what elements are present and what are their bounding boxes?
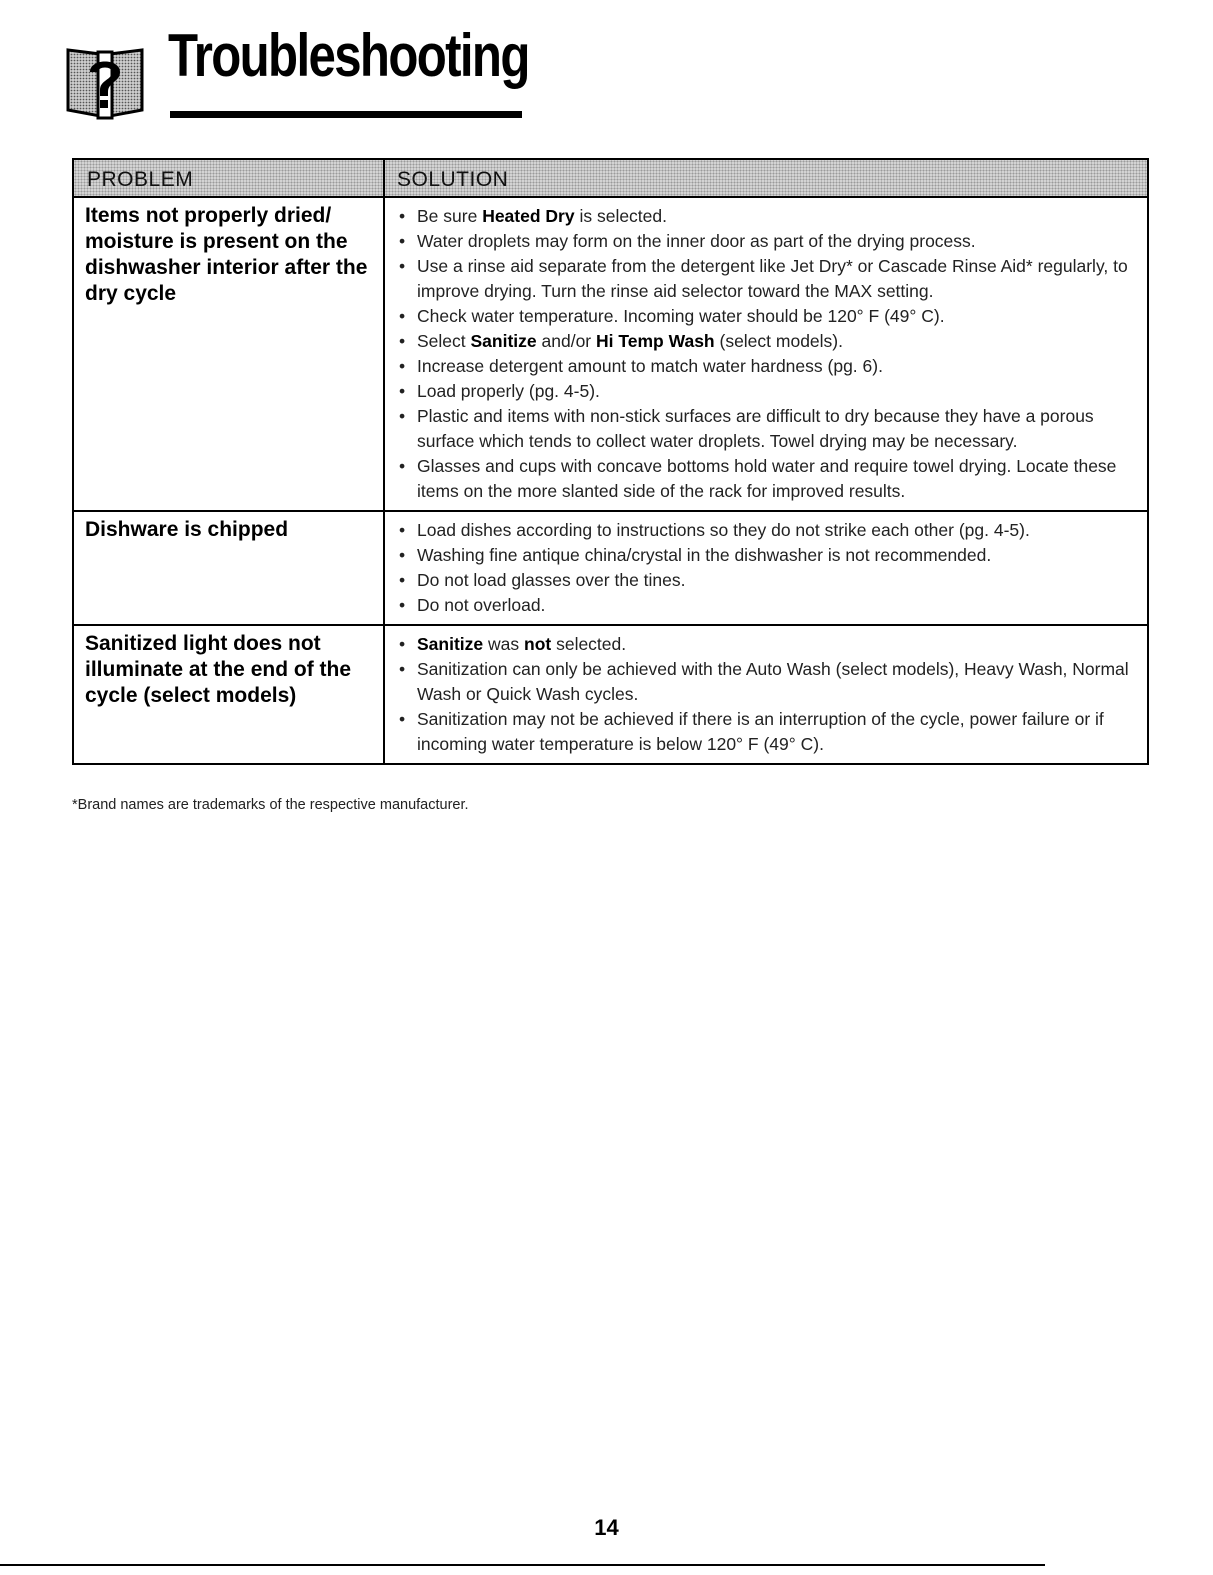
- bullet-icon: •: [399, 520, 406, 540]
- table-header-row: [73, 159, 1148, 197]
- solution-text: was: [483, 634, 524, 654]
- troubleshooting-table: [72, 158, 1149, 765]
- solution-text: Do not load glasses over the tines.: [417, 570, 686, 590]
- problem-cell: Dishware is chipped: [73, 511, 384, 625]
- bottom-rule: [0, 1564, 1045, 1566]
- solution-emphasis: Hi Temp Wash: [596, 331, 715, 351]
- table-row: [73, 625, 1148, 764]
- solution-emphasis: Sanitize: [470, 331, 537, 351]
- bullet-icon: •: [399, 634, 406, 654]
- solution-item: [399, 229, 1137, 254]
- solution-item: [399, 254, 1137, 304]
- solution-column-header: SOLUTION: [384, 159, 1148, 197]
- solution-item: [399, 707, 1137, 757]
- solution-text: Plastic and items with non-stick surfaces are difficult to dry because they have a porous surface which tends to collect water droplets. Towel drying may be necessary.: [417, 406, 1094, 451]
- solution-item: [399, 568, 1137, 593]
- solution-text: Do not overload.: [417, 595, 546, 615]
- bullet-icon: •: [399, 256, 406, 276]
- solution-item: [399, 204, 1137, 229]
- bullet-icon: •: [399, 206, 406, 226]
- solution-item: [399, 543, 1137, 568]
- solution-text: selected.: [551, 634, 627, 654]
- solution-item: [399, 454, 1137, 504]
- solution-emphasis: Heated Dry: [482, 206, 575, 226]
- solution-item: [399, 593, 1137, 618]
- solution-text: Water droplets may form on the inner door as part of the drying process.: [417, 231, 976, 251]
- bullet-icon: •: [399, 406, 406, 426]
- bullet-icon: •: [399, 545, 406, 565]
- solution-list: [399, 632, 1137, 757]
- solution-text: Washing fine antique china/crystal in the dishwasher is not recommended.: [417, 545, 992, 565]
- page-number: 14: [594, 1515, 619, 1540]
- bullet-icon: •: [399, 570, 406, 590]
- solution-text: Load dishes according to instructions so they do not strike each other (pg. 4-5).: [417, 520, 1030, 540]
- solution-text: Be sure: [417, 206, 483, 226]
- question-book-icon: [64, 44, 146, 120]
- page-title: Troubleshooting: [168, 22, 529, 89]
- solution-text: Sanitization can only be achieved with the Auto Wash (select models), Heavy Wash, Normal Wash or Quick Wash cycles.: [417, 659, 1129, 704]
- solution-item: [399, 304, 1137, 329]
- bullet-icon: •: [399, 659, 406, 679]
- problem-cell: Items not properly dried/ moisture is present on the dishwasher interior after the dry cycle: [73, 197, 384, 511]
- solution-cell: [384, 625, 1148, 764]
- problem-cell: Sanitized light does not illuminate at the end of the cycle (select models): [73, 625, 384, 764]
- table-row: [73, 511, 1148, 625]
- solution-text: Check water temperature. Incoming water should be 120° F (49° C).: [417, 306, 945, 326]
- table-row: [73, 197, 1148, 511]
- bullet-icon: •: [399, 231, 406, 251]
- solution-text: is selected.: [574, 206, 667, 226]
- solution-text: Glasses and cups with concave bottoms hold water and require towel drying. Locate these items on the more slanted side of the rack for improved results.: [417, 456, 1117, 501]
- trademark-footnote: *Brand names are trademarks of the respective manufacturer.: [72, 797, 469, 813]
- bullet-icon: •: [399, 306, 406, 326]
- solution-text: (select models).: [714, 331, 843, 351]
- solution-item: [399, 404, 1137, 454]
- solution-list: [399, 518, 1137, 618]
- solution-emphasis: Sanitize: [417, 634, 484, 654]
- bullet-icon: •: [399, 456, 406, 476]
- title-underline: [170, 111, 522, 118]
- solution-emphasis: not: [524, 634, 552, 654]
- solution-item: [399, 518, 1137, 543]
- bullet-icon: •: [399, 356, 406, 376]
- solution-list: [399, 204, 1137, 504]
- solution-text: and/or: [536, 331, 596, 351]
- solution-text: Use a rinse aid separate from the detergent like Jet Dry* or Cascade Rinse Aid* regularly, to improve drying. Turn the rinse aid selector toward the MAX setting.: [417, 256, 1128, 301]
- solution-item: [399, 379, 1137, 404]
- bullet-icon: •: [399, 381, 406, 401]
- solution-item: [399, 329, 1137, 354]
- solution-item: [399, 657, 1137, 707]
- solution-item: [399, 632, 1137, 657]
- bullet-icon: •: [399, 595, 406, 615]
- solution-text: Select: [417, 331, 471, 351]
- problem-column-header: PROBLEM: [73, 159, 384, 197]
- solution-cell: [384, 197, 1148, 511]
- bullet-icon: •: [399, 331, 406, 351]
- solution-text: Increase detergent amount to match water hardness (pg. 6).: [417, 356, 883, 376]
- bullet-icon: •: [399, 709, 406, 729]
- solution-text: Load properly (pg. 4-5).: [417, 381, 600, 401]
- solution-cell: [384, 511, 1148, 625]
- solution-text: Sanitization may not be achieved if there is an interruption of the cycle, power failure or if incoming water temperature is below 120° F (49° C).: [417, 709, 1104, 754]
- solution-item: [399, 354, 1137, 379]
